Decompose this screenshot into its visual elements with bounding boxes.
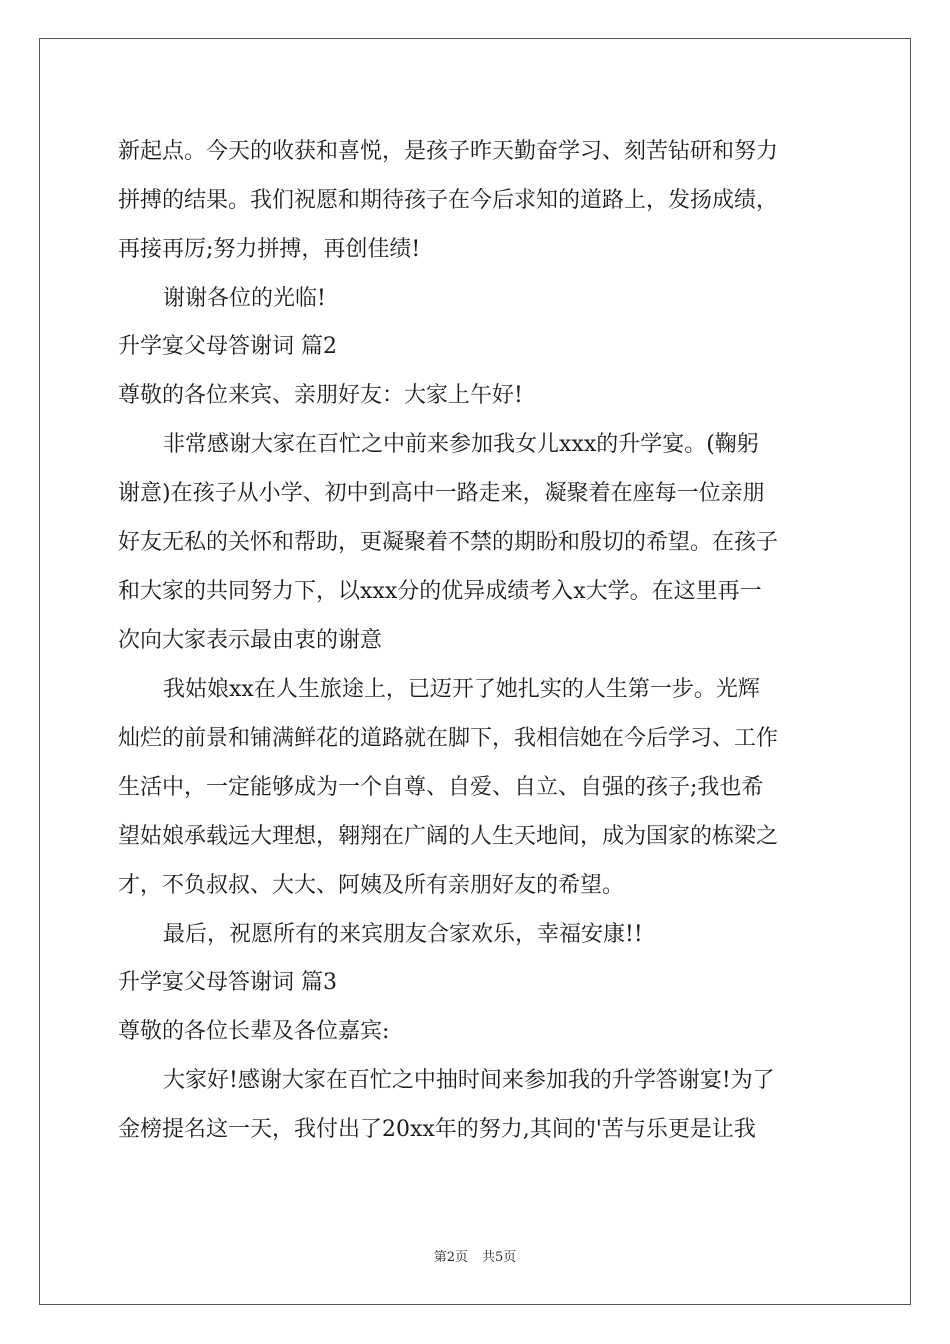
text-line: 次向大家表示最由衷的谢意: [118, 628, 383, 653]
text-line: 我姑娘xx在人生旅途上，已迈开了她扎实的人生第一步。光辉: [163, 677, 760, 702]
page-total: 共5页: [482, 1250, 517, 1265]
salutation: 尊敬的各位长辈及各位嘉宾:: [118, 1019, 390, 1044]
section-heading: 升学宴父母答谢词 篇2: [118, 334, 337, 359]
text-line: 好友无私的关怀和帮助，更凝聚着不禁的期盼和殷切的希望。在孩子: [118, 530, 779, 555]
text-line: 望姑娘承载远大理想，翱翔在广阔的人生天地间，成为国家的栋梁之: [118, 824, 779, 849]
section-heading: 升学宴父母答谢词 篇3: [118, 970, 337, 995]
text-line: 新起点。今天的收获和喜悦，是孩子昨天勤奋学习、刻苦钻研和努力: [118, 139, 779, 164]
text-line: 谢谢各位的光临!: [163, 286, 326, 311]
salutation: 尊敬的各位来宾、亲朋好友：大家上午好!: [118, 383, 523, 408]
text-line: 灿烂的前景和铺满鲜花的道路就在脚下，我相信她在今后学习、工作: [118, 726, 779, 751]
text-line: 非常感谢大家在百忙之中前来参加我女儿xxx的升学宴。(鞠躬: [163, 432, 759, 457]
text-line: 金榜提名这一天，我付出了20xx年的努力,其间的'苦与乐更是让我: [118, 1117, 756, 1142]
document-body: [118, 127, 838, 1154]
text-line: 和大家的共同努力下，以xxx分的优异成绩考入x大学。在这里再一: [118, 579, 762, 604]
page-number: 第2页: [433, 1250, 468, 1265]
text-line: 谢意)在孩子从小学、初中到高中一路走来，凝聚着在座每一位亲朋: [118, 481, 765, 506]
text-line: 再接再厉;努力拼搏，再创佳绩!: [118, 237, 421, 262]
text-line: 拼搏的结果。我们祝愿和期待孩子在今后求知的道路上，发扬成绩，: [118, 188, 779, 213]
text-line: 生活中，一定能够成为一个自尊、自爱、自立、自强的孩子;我也希: [118, 775, 764, 800]
page-footer: [0, 1246, 950, 1265]
text-line: 最后，祝愿所有的来宾朋友合家欢乐，幸福安康!!: [163, 922, 643, 947]
text-line: 才，不负叔叔、大大、阿姨及所有亲朋好友的希望。: [118, 873, 625, 898]
text-line: 大家好!感谢大家在百忙之中抽时间来参加我的升学答谢宴!为了: [163, 1068, 775, 1093]
